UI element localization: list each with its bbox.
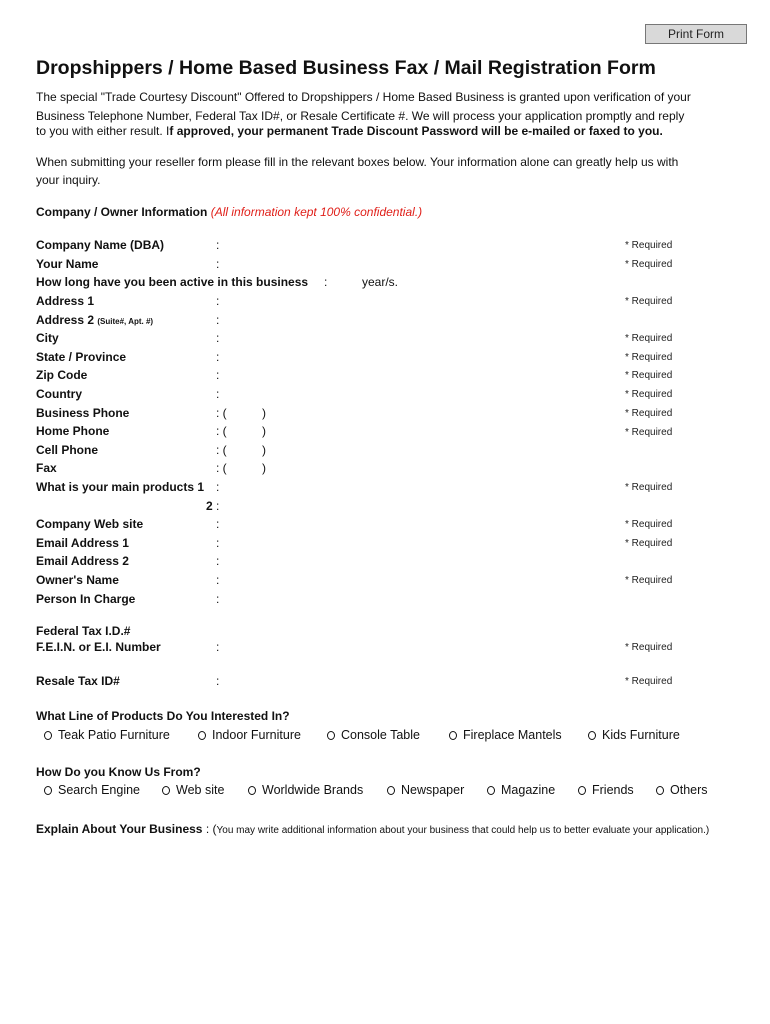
radio-circle-icon[interactable] xyxy=(588,731,596,740)
active-years-label: How long have you been active in this business xyxy=(36,275,309,289)
owner-name-colon: : xyxy=(216,573,220,587)
product-option-label: Fireplace Mantels xyxy=(463,728,562,742)
owner-name-required: * Required xyxy=(625,575,673,586)
your-name-required: * Required xyxy=(625,259,673,270)
website-label: Company Web site xyxy=(36,517,144,531)
email1-required: * Required xyxy=(625,538,673,549)
city-required: * Required xyxy=(625,333,673,344)
radio-circle-icon[interactable] xyxy=(162,786,170,795)
your-name-label: Your Name xyxy=(36,257,99,271)
city-label: City xyxy=(36,331,59,345)
business-phone-close: ) xyxy=(262,406,266,420)
home-phone-required: * Required xyxy=(625,427,673,438)
country-required: * Required xyxy=(625,389,673,400)
email2-colon: : xyxy=(216,554,220,568)
cell-phone-close: ) xyxy=(262,443,266,457)
main-products-2-label: 2 xyxy=(206,499,213,513)
zip-colon: : xyxy=(216,368,220,382)
intro-line-2: Business Telephone Number, Federal Tax ID#, or Resale Certificate #. We will process your application promptly and reply xyxy=(36,109,685,123)
product-option-label: Kids Furniture xyxy=(602,728,680,742)
radio-circle-icon[interactable] xyxy=(44,786,52,795)
country-label: Country xyxy=(36,387,82,401)
source-option-others[interactable] xyxy=(656,783,708,797)
source-option-label: Web site xyxy=(176,783,225,797)
source-option-label: Search Engine xyxy=(58,783,141,797)
fax-open: : ( xyxy=(216,461,227,475)
home-phone-close: ) xyxy=(262,424,266,438)
address2-colon: : xyxy=(216,313,220,327)
main-products-required: * Required xyxy=(625,482,673,493)
website-colon: : xyxy=(216,517,220,531)
person-in-charge-colon: : xyxy=(216,592,220,606)
radio-circle-icon[interactable] xyxy=(487,786,495,795)
resale-tax-required: * Required xyxy=(625,676,673,687)
home-phone-open: : ( xyxy=(216,424,227,438)
product-option-label: Teak Patio Furniture xyxy=(58,728,170,742)
main-products-colon: : xyxy=(216,480,220,494)
source-section-heading: How Do you Know Us From? xyxy=(36,765,201,779)
company-name-label: Company Name (DBA) xyxy=(36,238,165,252)
company-name-colon: : xyxy=(216,238,220,252)
print-form-button[interactable]: Print Form xyxy=(645,24,747,44)
source-option-newspaper[interactable] xyxy=(387,783,464,797)
intro-line-1: The special "Trade Courtesy Discount" Offered to Dropshippers / Home Based Business is granted upon verification of your xyxy=(36,90,691,104)
explain-business-row xyxy=(36,822,709,836)
radio-circle-icon[interactable] xyxy=(387,786,395,795)
intro-para2-line-1: When submitting your reseller form please fill in the relevant boxes below. Your information alone can greatly help us with xyxy=(36,155,679,169)
radio-circle-icon[interactable] xyxy=(327,731,335,740)
email2-label: Email Address 2 xyxy=(36,554,129,568)
country-colon: : xyxy=(216,387,220,401)
federal-tax-label: Federal Tax I.D.# xyxy=(36,624,131,638)
address2-hint: (Suite#, Apt. #) xyxy=(97,317,154,326)
resale-tax-label: Resale Tax ID# xyxy=(36,674,120,688)
source-option-label: Newspaper xyxy=(401,783,465,797)
active-years-unit: year/s. xyxy=(362,275,399,289)
source-option-friends[interactable] xyxy=(578,783,634,797)
intro-para2-line-2: your inquiry. xyxy=(36,173,101,187)
state-colon: : xyxy=(216,350,220,364)
product-option-fireplace[interactable] xyxy=(449,728,562,742)
your-name-colon: : xyxy=(216,257,220,271)
zip-label: Zip Code xyxy=(36,368,88,382)
product-option-indoor[interactable] xyxy=(198,728,301,742)
product-option-console[interactable] xyxy=(327,728,420,742)
intro-line-3 xyxy=(36,122,663,140)
main-products-2-colon: : xyxy=(216,499,220,513)
main-products-label: What is your main products 1 xyxy=(36,480,205,494)
resale-tax-colon: : xyxy=(216,674,220,688)
product-option-label: Console Table xyxy=(341,728,420,742)
radio-circle-icon[interactable] xyxy=(578,786,586,795)
source-option-website[interactable] xyxy=(162,783,224,797)
company-name-required: * Required xyxy=(625,240,673,251)
business-phone-label: Business Phone xyxy=(36,406,130,420)
explain-business-label: Explain About Your Business xyxy=(36,822,203,836)
intro-line-3-plain: to you with either result. I xyxy=(36,124,170,138)
home-phone-label: Home Phone xyxy=(36,424,110,438)
state-label: State / Province xyxy=(36,350,127,364)
radio-circle-icon[interactable] xyxy=(44,731,52,740)
cell-phone-open: : ( xyxy=(216,443,227,457)
page-title: Dropshippers / Home Based Business Fax / Mail Registration Form xyxy=(36,57,656,79)
product-option-teak[interactable] xyxy=(44,728,170,742)
address2-label-text: Address 2 xyxy=(36,313,95,327)
company-section-title: Company / Owner Information xyxy=(36,205,208,219)
fax-close: ) xyxy=(262,461,266,475)
source-option-worldwide-brands[interactable] xyxy=(248,783,363,797)
person-in-charge-label: Person In Charge xyxy=(36,592,136,606)
business-phone-open: : ( xyxy=(216,406,227,420)
radio-circle-icon[interactable] xyxy=(656,786,664,795)
source-option-search-engine[interactable] xyxy=(44,783,140,797)
radio-circle-icon[interactable] xyxy=(198,731,206,740)
email1-label: Email Address 1 xyxy=(36,536,129,550)
address1-required: * Required xyxy=(625,296,673,307)
website-required: * Required xyxy=(625,519,673,530)
zip-required: * Required xyxy=(625,370,673,381)
product-option-kids[interactable] xyxy=(588,728,680,742)
source-option-label: Magazine xyxy=(501,783,556,797)
source-option-magazine[interactable] xyxy=(487,783,555,797)
fein-colon: : xyxy=(216,640,220,654)
fax-label: Fax xyxy=(36,461,57,475)
intro-line-3-bold: f approved, your permanent Trade Discount Password will be e-mailed or faxed to you. xyxy=(169,124,663,138)
radio-circle-icon[interactable] xyxy=(449,731,457,740)
email1-colon: : xyxy=(216,536,220,550)
address1-colon: : xyxy=(216,294,220,308)
address2-label xyxy=(36,313,153,327)
radio-circle-icon[interactable] xyxy=(248,786,256,795)
source-option-label: Friends xyxy=(592,783,634,797)
product-option-label: Indoor Furniture xyxy=(212,728,301,742)
company-section-heading xyxy=(36,205,422,219)
confidential-note: (All information kept 100% confidential.) xyxy=(210,205,423,219)
owner-name-label: Owner's Name xyxy=(36,573,119,587)
explain-business-note: You may write additional information about your business that could help us to better evaluate your application.) xyxy=(216,825,710,836)
active-years-colon: : xyxy=(324,275,328,289)
state-required: * Required xyxy=(625,352,673,363)
source-option-label: Others xyxy=(670,783,708,797)
fein-label: F.E.I.N. or E.I. Number xyxy=(36,640,161,654)
city-colon: : xyxy=(216,331,220,345)
cell-phone-label: Cell Phone xyxy=(36,443,99,457)
products-section-heading: What Line of Products Do You Interested In? xyxy=(36,709,290,723)
explain-business-colon: : ( xyxy=(205,822,217,836)
address1-label: Address 1 xyxy=(36,294,95,308)
business-phone-required: * Required xyxy=(625,408,673,419)
source-option-label: Worldwide Brands xyxy=(262,783,364,797)
fein-required: * Required xyxy=(625,642,673,653)
